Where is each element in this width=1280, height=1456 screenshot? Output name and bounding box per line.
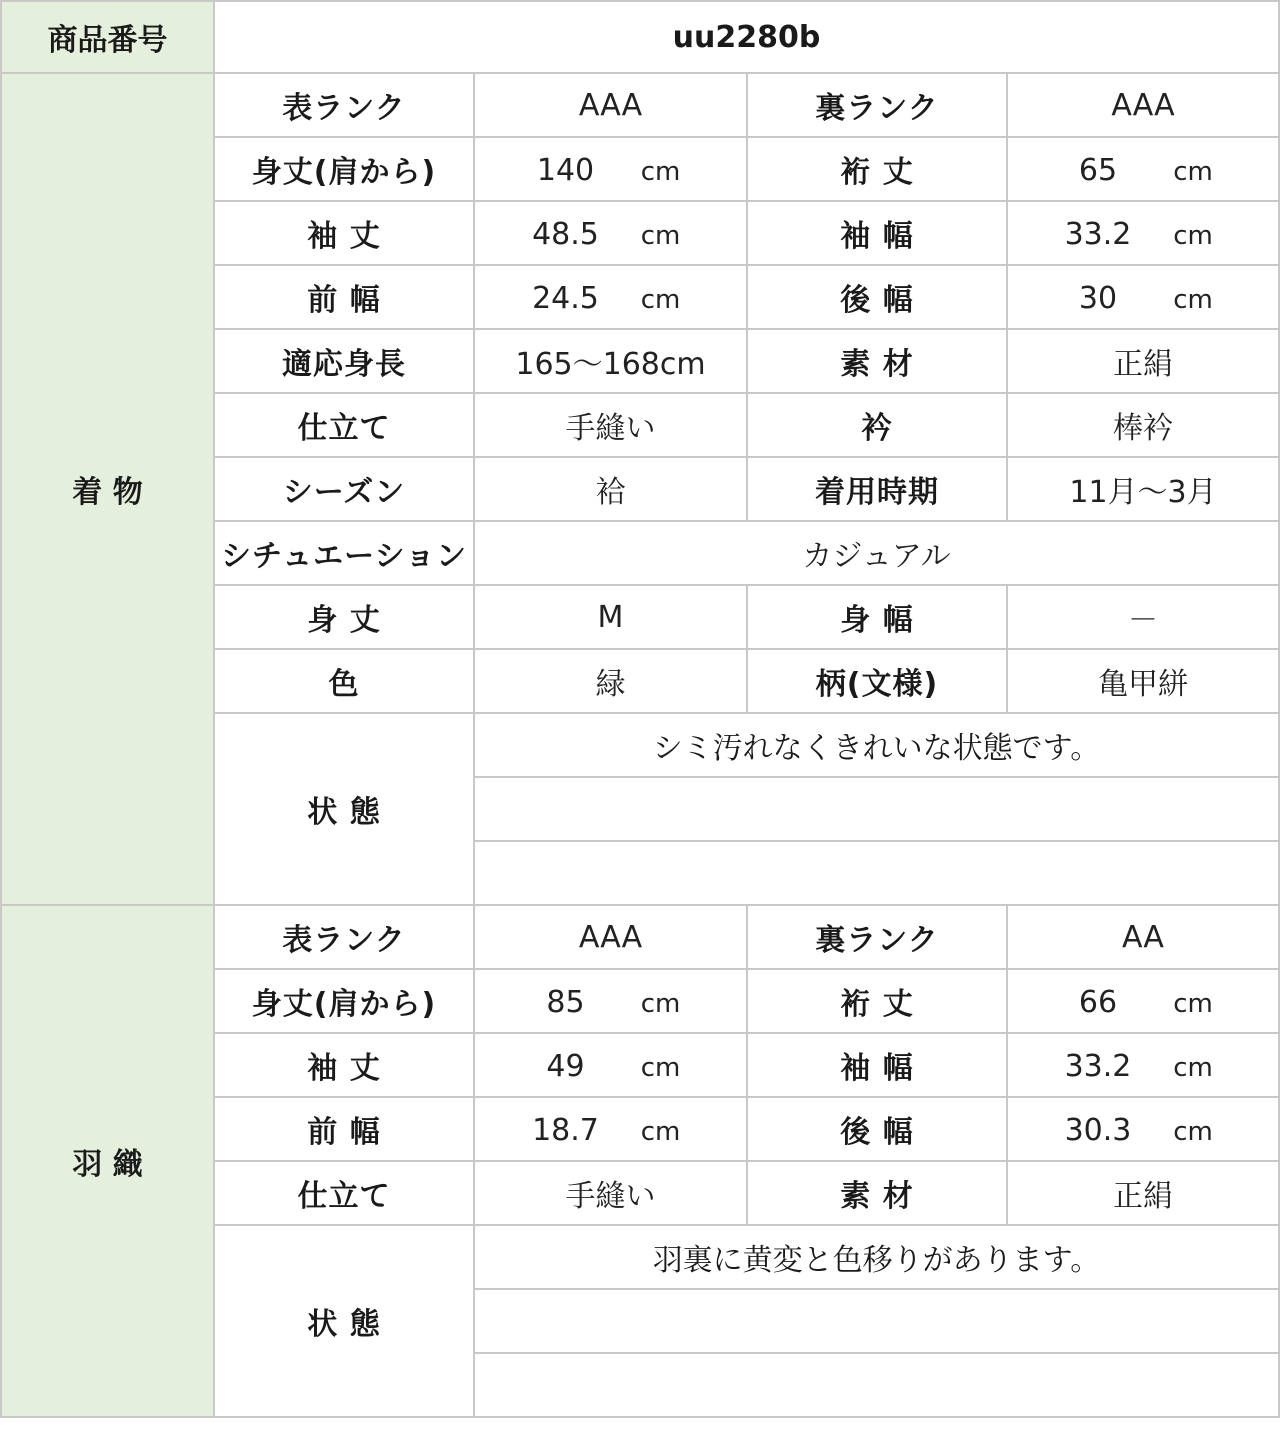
spec-value-unit: cm [640,156,681,187]
spec-label: 表ランク [214,905,474,969]
condition-label: 状 態 [214,1225,474,1417]
product-number-label: 商品番号 [1,1,214,73]
spec-value-number: 33.2 [1064,1048,1132,1084]
kimono-section-label: 着 物 [1,73,214,905]
condition-label: 状 態 [214,713,474,905]
spec-value: 手縫い [474,1161,747,1225]
spec-value-number: 30 [1078,280,1118,316]
spec-label: 仕立て [214,393,474,457]
spec-value [474,137,747,201]
spec-label: 柄(文様) [747,649,1007,713]
spec-value [474,1033,747,1097]
spec-label: 衿 [747,393,1007,457]
spec-value-unit: cm [1173,988,1213,1019]
condition-note-blank [474,841,1279,905]
spec-value [1007,265,1279,329]
spec-value [474,969,747,1033]
spec-value-unit: cm [640,988,681,1019]
spec-value-number: 140 [536,152,595,188]
spec-label: 身丈(肩から) [214,137,474,201]
spec-label: 裄 丈 [747,137,1007,201]
spec-value-number: 24.5 [532,280,599,316]
spec-label: 後 幅 [747,1097,1007,1161]
spec-label: 裏ランク [747,73,1007,137]
spec-value-number: 48.5 [532,216,599,252]
spec-label: 着用時期 [747,457,1007,521]
spec-value-unit: cm [1173,1052,1213,1083]
header-row [1,1,1279,73]
spec-label: 身 幅 [747,585,1007,649]
spec-label: 袖 丈 [214,201,474,265]
situation-value: カジュアル [474,521,1279,585]
condition-note: シミ汚れなくきれいな状態です。 [474,713,1279,777]
spec-value: － [1007,585,1279,649]
spec-value: 手縫い [474,393,747,457]
spec-label: 袖 丈 [214,1033,474,1097]
spec-label: 素 材 [747,1161,1007,1225]
spec-value-number: 30.3 [1064,1112,1132,1148]
spec-label: 裄 丈 [747,969,1007,1033]
spec-value [1007,1033,1279,1097]
spec-value-unit: cm [640,1052,681,1083]
spec-value: AA [1007,905,1279,969]
spec-value-number: 65 [1078,152,1118,188]
spec-label: シーズン [214,457,474,521]
spec-value: 正絹 [1007,1161,1279,1225]
spec-value: 亀甲絣 [1007,649,1279,713]
spec-value: 袷 [474,457,747,521]
spec-label: 身丈(肩から) [214,969,474,1033]
spec-value [1007,1097,1279,1161]
spec-value-number: 85 [546,984,585,1020]
spec-label: 前 幅 [214,265,474,329]
spec-value: 正絹 [1007,329,1279,393]
product-number-value: uu2280b [214,1,1279,73]
spec-value-unit: cm [640,1116,681,1147]
spec-label: 身 丈 [214,585,474,649]
spec-value-unit: cm [640,284,681,315]
haori-row [1,905,1279,969]
spec-label: 裏ランク [747,905,1007,969]
spec-value-unit: cm [640,220,681,251]
spec-label: 袖 幅 [747,201,1007,265]
spec-value-unit: cm [1173,156,1213,187]
spec-value-number: 66 [1078,984,1118,1020]
spec-label: 素 材 [747,329,1007,393]
condition-note: 羽裏に黄変と色移りがあります。 [474,1225,1279,1289]
spec-value: 165～168cm [474,329,747,393]
spec-value: AAA [1007,73,1279,137]
haori-section-label: 羽 織 [1,905,214,1417]
spec-value-number: 49 [546,1048,585,1084]
spec-value [1007,137,1279,201]
spec-value [474,265,747,329]
spec-value [474,1097,747,1161]
spec-value: AAA [474,73,747,137]
spec-label: 色 [214,649,474,713]
spec-value-number: 18.7 [532,1112,599,1148]
spec-value: 緑 [474,649,747,713]
condition-note-blank [474,777,1279,841]
spec-value-number: 33.2 [1064,216,1132,252]
spec-label: 表ランク [214,73,474,137]
condition-note-blank [474,1289,1279,1353]
spec-label: 後 幅 [747,265,1007,329]
spec-value [1007,969,1279,1033]
spec-value [1007,201,1279,265]
spec-value: 11月～3月 [1007,457,1279,521]
spec-value-unit: cm [1173,1116,1213,1147]
spec-label: 仕立て [214,1161,474,1225]
kimono-row [1,73,1279,137]
condition-note-blank [474,1353,1279,1417]
spec-label: 適応身長 [214,329,474,393]
spec-value [474,201,747,265]
spec-value-unit: cm [1173,284,1213,315]
spec-value: M [474,585,747,649]
spec-label: 袖 幅 [747,1033,1007,1097]
situation-label: シチュエーション [214,521,474,585]
spec-value: 棒衿 [1007,393,1279,457]
spec-value-unit: cm [1173,220,1213,251]
spec-label: 前 幅 [214,1097,474,1161]
spec-value: AAA [474,905,747,969]
